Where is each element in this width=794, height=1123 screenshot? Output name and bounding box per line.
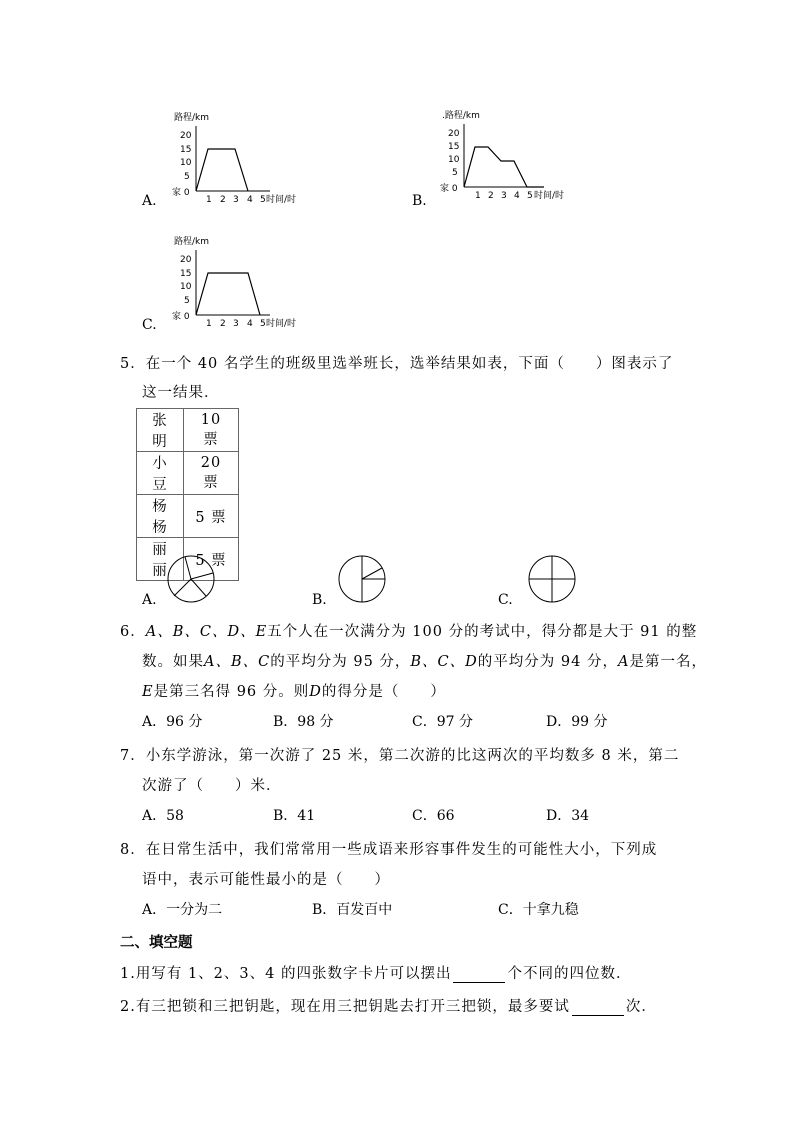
x-tick: 1 [475,191,481,201]
x-tick: 2 [220,195,226,205]
pie-option-a [166,554,216,604]
q8-option-b: B．百发百中 [312,902,393,918]
candidate-votes: 10 票 [184,409,239,452]
fill-q1-text: 1.用写有 1、2、3、4 的四张数字卡片可以摆出 [120,966,452,982]
y-tick: 10 [448,155,460,165]
origin-label: 家 0 [172,188,190,198]
x-axis-label: 时间/时 [534,191,565,201]
pie-option-a-label: A. [142,592,157,608]
y-tick: 15 [180,145,192,155]
q8-option-a: A．一分为二 [142,902,223,918]
x-tick: 5 [260,195,266,205]
y-tick: 20 [448,129,460,139]
x-tick: 2 [220,319,226,329]
q6-variables: A、B、C [204,654,271,670]
q6-text-line3 [142,680,446,701]
q8-text-line1: 8．在日常生活中，我们常常用一些成语来形容事件发生的可能性大小，下列成 [120,842,658,858]
fill-question-1 [120,962,631,983]
option-b-label: B. [412,193,427,209]
candidate-name: 张明 [137,409,184,452]
candidate-votes: 5 票 [184,538,239,581]
x-tick: 4 [514,191,520,201]
y-tick: 10 [180,282,192,292]
x-tick: 3 [233,195,239,205]
pie-option-b [337,554,387,604]
q6-text-line1 [120,620,697,641]
pie-option-b-label: B. [312,592,327,608]
q6-variables: A [617,654,630,670]
pie-option-c [527,554,577,604]
option-c-label: C. [142,317,157,333]
x-axis-label: 时间/时 [266,319,297,329]
section-title: 二、填空题 [120,935,193,951]
x-tick: 3 [233,319,239,329]
q8-text-line2: 语中，表示可能性最小的是（ ） [142,872,390,888]
candidate-name: 小豆 [137,452,184,495]
table-row [137,495,239,538]
x-tick: 1 [206,195,212,205]
distance-line [464,147,544,187]
q7-text-line2: 次游了（ ）米． [142,778,282,794]
y-axis-label: 路程/km [174,237,210,247]
table-row [137,452,239,495]
y-tick: 5 [184,172,190,182]
fill-question-2 [120,995,657,1016]
candidate-name: 丽丽 [137,538,184,581]
q6-option-c: C．97 分 [412,714,473,730]
y-tick: 5 [452,168,458,178]
q6-option-d: D．99 分 [546,714,608,730]
fill-q2-text: 2.有三把锁和三把钥匙，现在用三把钥匙去打开三把锁，最多要试 [120,999,570,1015]
x-tick: 1 [206,319,212,329]
q6-text: 五个人在一次满分为 100 分的考试中，得分都是大于 91 的整 [267,624,698,640]
q6-text: 的平均分为 94 分， [477,654,618,670]
fill-q1-text-end: 个不同的四位数． [507,966,632,982]
y-tick: 15 [448,142,460,152]
x-tick: 4 [247,319,253,329]
table-row [137,409,239,452]
x-axis-label: 时间/时 [266,195,297,205]
y-tick: 10 [180,158,192,168]
option-a-label: A. [142,193,157,209]
pie-option-c-label: C. [498,592,513,608]
q6-variables: B、C、D [410,654,478,670]
x-tick: 4 [247,195,253,205]
y-axis-label: 路程/km [174,113,210,123]
q6-text: 是第三名得 96 分。则 [153,684,310,700]
y-tick: 20 [180,131,192,141]
q6-option-b: B．98 分 [273,714,334,730]
candidate-votes: 20 票 [184,452,239,495]
q6-option-a: A．96 分 [142,714,203,730]
fill-q2-text-end: 次． [625,999,657,1015]
origin-label: 家 0 [172,312,190,322]
q7-text-line1: 7．小东学游泳，第一次游了 25 米，第二次游的比这两次的平均数多 8 米，第二 [120,748,680,764]
candidate-votes: 5 票 [184,495,239,538]
graph-option-a [170,108,320,208]
y-tick: 20 [180,255,192,265]
q7-option-a: A．58 [142,808,184,824]
q6-number: 6． [120,624,146,640]
graph-option-b [438,106,588,206]
graph-option-c [170,232,320,332]
q7-option-b: B．41 [273,808,316,824]
q6-text-line2 [142,650,707,671]
q6-variables: D [309,684,322,700]
q7-option-c: C．66 [412,808,455,824]
q5-text-line1: 5．在一个 40 名学生的班级里选举班长，选举结果如表，下面（ ）图表示了 [120,356,674,372]
x-tick: 2 [488,191,494,201]
q6-text: 是第一名， [629,654,707,670]
q6-variables: A、B、C、D、E [145,624,268,640]
y-tick: 15 [180,269,192,279]
q5-text-line2: 这一结果． [142,385,220,401]
y-tick: 5 [184,296,190,306]
x-tick: 5 [260,319,266,329]
x-tick: 3 [501,191,507,201]
q6-variables: E [142,684,154,700]
x-tick: 5 [527,191,533,201]
origin-label: 家 0 [440,184,458,194]
distance-line [196,273,260,315]
q6-text: 的平均分为 95 分， [270,654,411,670]
q6-text: 数。如果 [142,654,204,670]
q6-text: 的得分是（ ） [321,684,446,700]
q8-option-c: C．十拿九稳 [498,902,579,918]
candidate-name: 杨杨 [137,495,184,538]
answer-blank[interactable] [572,1001,624,1016]
q7-option-d: D．34 [546,808,590,824]
answer-blank[interactable] [453,968,505,983]
y-axis-label: .路程/km [442,111,480,121]
distance-line [196,149,248,191]
